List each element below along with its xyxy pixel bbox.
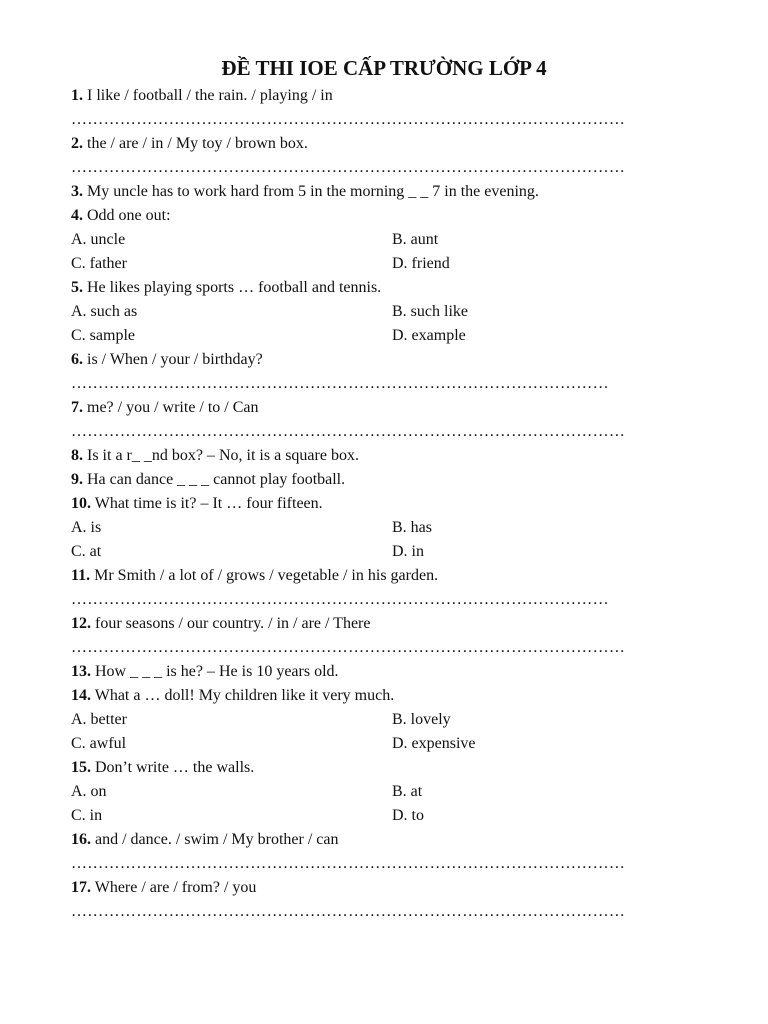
question-15 [71,756,671,780]
question-text: Mr Smith / a lot of / grows / vegetable / in his garden. [94,567,439,584]
question-7 [71,396,671,420]
question-text: I like / football / the rain. / playing / in [87,87,333,104]
answer-line-11[interactable] [71,588,671,612]
question-2 [71,132,671,156]
answer-line-16[interactable] [71,852,671,876]
question-text: Ha can dance _ _ _ cannot play football. [87,471,346,488]
question-text: Don’t write … the walls. [95,759,255,776]
option-row [71,516,671,540]
option-c[interactable]: C. sample [71,327,135,344]
question-number: 17. [71,879,91,896]
page-title: ĐỀ THI IOE CẤP TRƯỜNG LỚP 4 [221,56,547,80]
dotted-line: ………………………………………………………………………………………… [71,423,626,440]
option-row [71,780,671,804]
question-text: four seasons / our country. / in / are / There [95,615,371,632]
question-number: 15. [71,759,91,776]
question-14 [71,684,671,708]
dotted-line: ………………………………………………………………………………………… [71,903,626,920]
option-a[interactable]: A. such as [71,303,138,320]
dotted-line: ………………………………………………………………………………………… [71,111,626,128]
dotted-line: ………………………………………………………………………………………… [71,855,626,872]
option-d[interactable]: D. expensive [392,735,476,752]
question-number: 16. [71,831,91,848]
question-number: 1. [71,87,83,104]
option-row [71,804,671,828]
answer-line-7[interactable] [71,420,671,444]
question-number: 2. [71,135,83,152]
dotted-line: ……………………………………………………………………………………… [71,591,609,608]
question-number: 8. [71,447,83,464]
question-text: What a … doll! My children like it very much. [94,687,395,704]
option-d[interactable]: D. friend [392,255,450,272]
question-number: 6. [71,351,83,368]
option-a[interactable]: A. uncle [71,231,126,248]
option-row [71,300,671,324]
question-text: He likes playing sports … football and tennis. [87,279,382,296]
option-a[interactable]: A. on [71,783,107,800]
option-a[interactable]: A. is [71,519,102,536]
question-number: 10. [71,495,91,512]
question-number: 14. [71,687,91,704]
option-b[interactable]: B. has [392,519,432,536]
option-b[interactable]: B. lovely [392,711,451,728]
answer-line-1[interactable] [71,108,671,132]
option-b[interactable]: B. such like [392,303,468,320]
question-number: 11. [71,567,91,584]
answer-line-12[interactable] [71,636,671,660]
question-8 [71,444,671,468]
question-text: and / dance. / swim / My brother / can [95,831,339,848]
answer-line-17[interactable] [71,900,671,924]
question-text: Odd one out: [87,207,171,224]
question-number: 13. [71,663,91,680]
dotted-line: ………………………………………………………………………………………… [71,639,626,656]
option-b[interactable]: B. aunt [392,231,439,248]
option-c[interactable]: C. awful [71,735,127,752]
question-number: 4. [71,207,83,224]
question-text: Where / are / from? / you [94,879,257,896]
option-row [71,540,671,564]
dotted-line: ………………………………………………………………………………………… [71,159,626,176]
question-10 [71,492,671,516]
question-number: 5. [71,279,83,296]
question-text: What time is it? – It … four fifteen. [94,495,323,512]
question-16 [71,828,671,852]
option-c[interactable]: C. in [71,807,103,824]
question-11 [71,564,671,588]
question-text: me? / you / write / to / Can [87,399,259,416]
option-b[interactable]: B. at [392,783,423,800]
question-text: the / are / in / My toy / brown box. [87,135,308,152]
answer-line-2[interactable] [71,156,671,180]
question-1 [71,84,671,108]
option-row [71,732,671,756]
question-17 [71,876,671,900]
question-5 [71,276,671,300]
option-row [71,324,671,348]
question-text: Is it a r_ _nd box? – No, it is a square box. [87,447,359,464]
answer-line-6[interactable] [71,372,671,396]
option-row [71,252,671,276]
question-number: 9. [71,471,83,488]
question-text: How _ _ _ is he? – He is 10 years old. [95,663,339,680]
question-number: 12. [71,615,91,632]
question-13 [71,660,671,684]
dotted-line: ……………………………………………………………………………………… [71,375,609,392]
option-row [71,228,671,252]
option-c[interactable]: C. father [71,255,127,272]
option-d[interactable]: D. to [392,807,424,824]
question-3 [71,180,671,204]
question-number: 7. [71,399,83,416]
question-text: My uncle has to work hard from 5 in the morning _ _ 7 in the evening. [87,183,539,200]
question-text: is / When / your / birthday? [87,351,263,368]
question-6 [71,348,671,372]
option-row [71,708,671,732]
question-list [71,84,671,924]
question-9 [71,468,671,492]
question-12 [71,612,671,636]
question-number: 3. [71,183,83,200]
question-4 [71,204,671,228]
option-d[interactable]: D. example [392,327,466,344]
option-c[interactable]: C. at [71,543,102,560]
option-a[interactable]: A. better [71,711,127,728]
option-d[interactable]: D. in [392,543,424,560]
